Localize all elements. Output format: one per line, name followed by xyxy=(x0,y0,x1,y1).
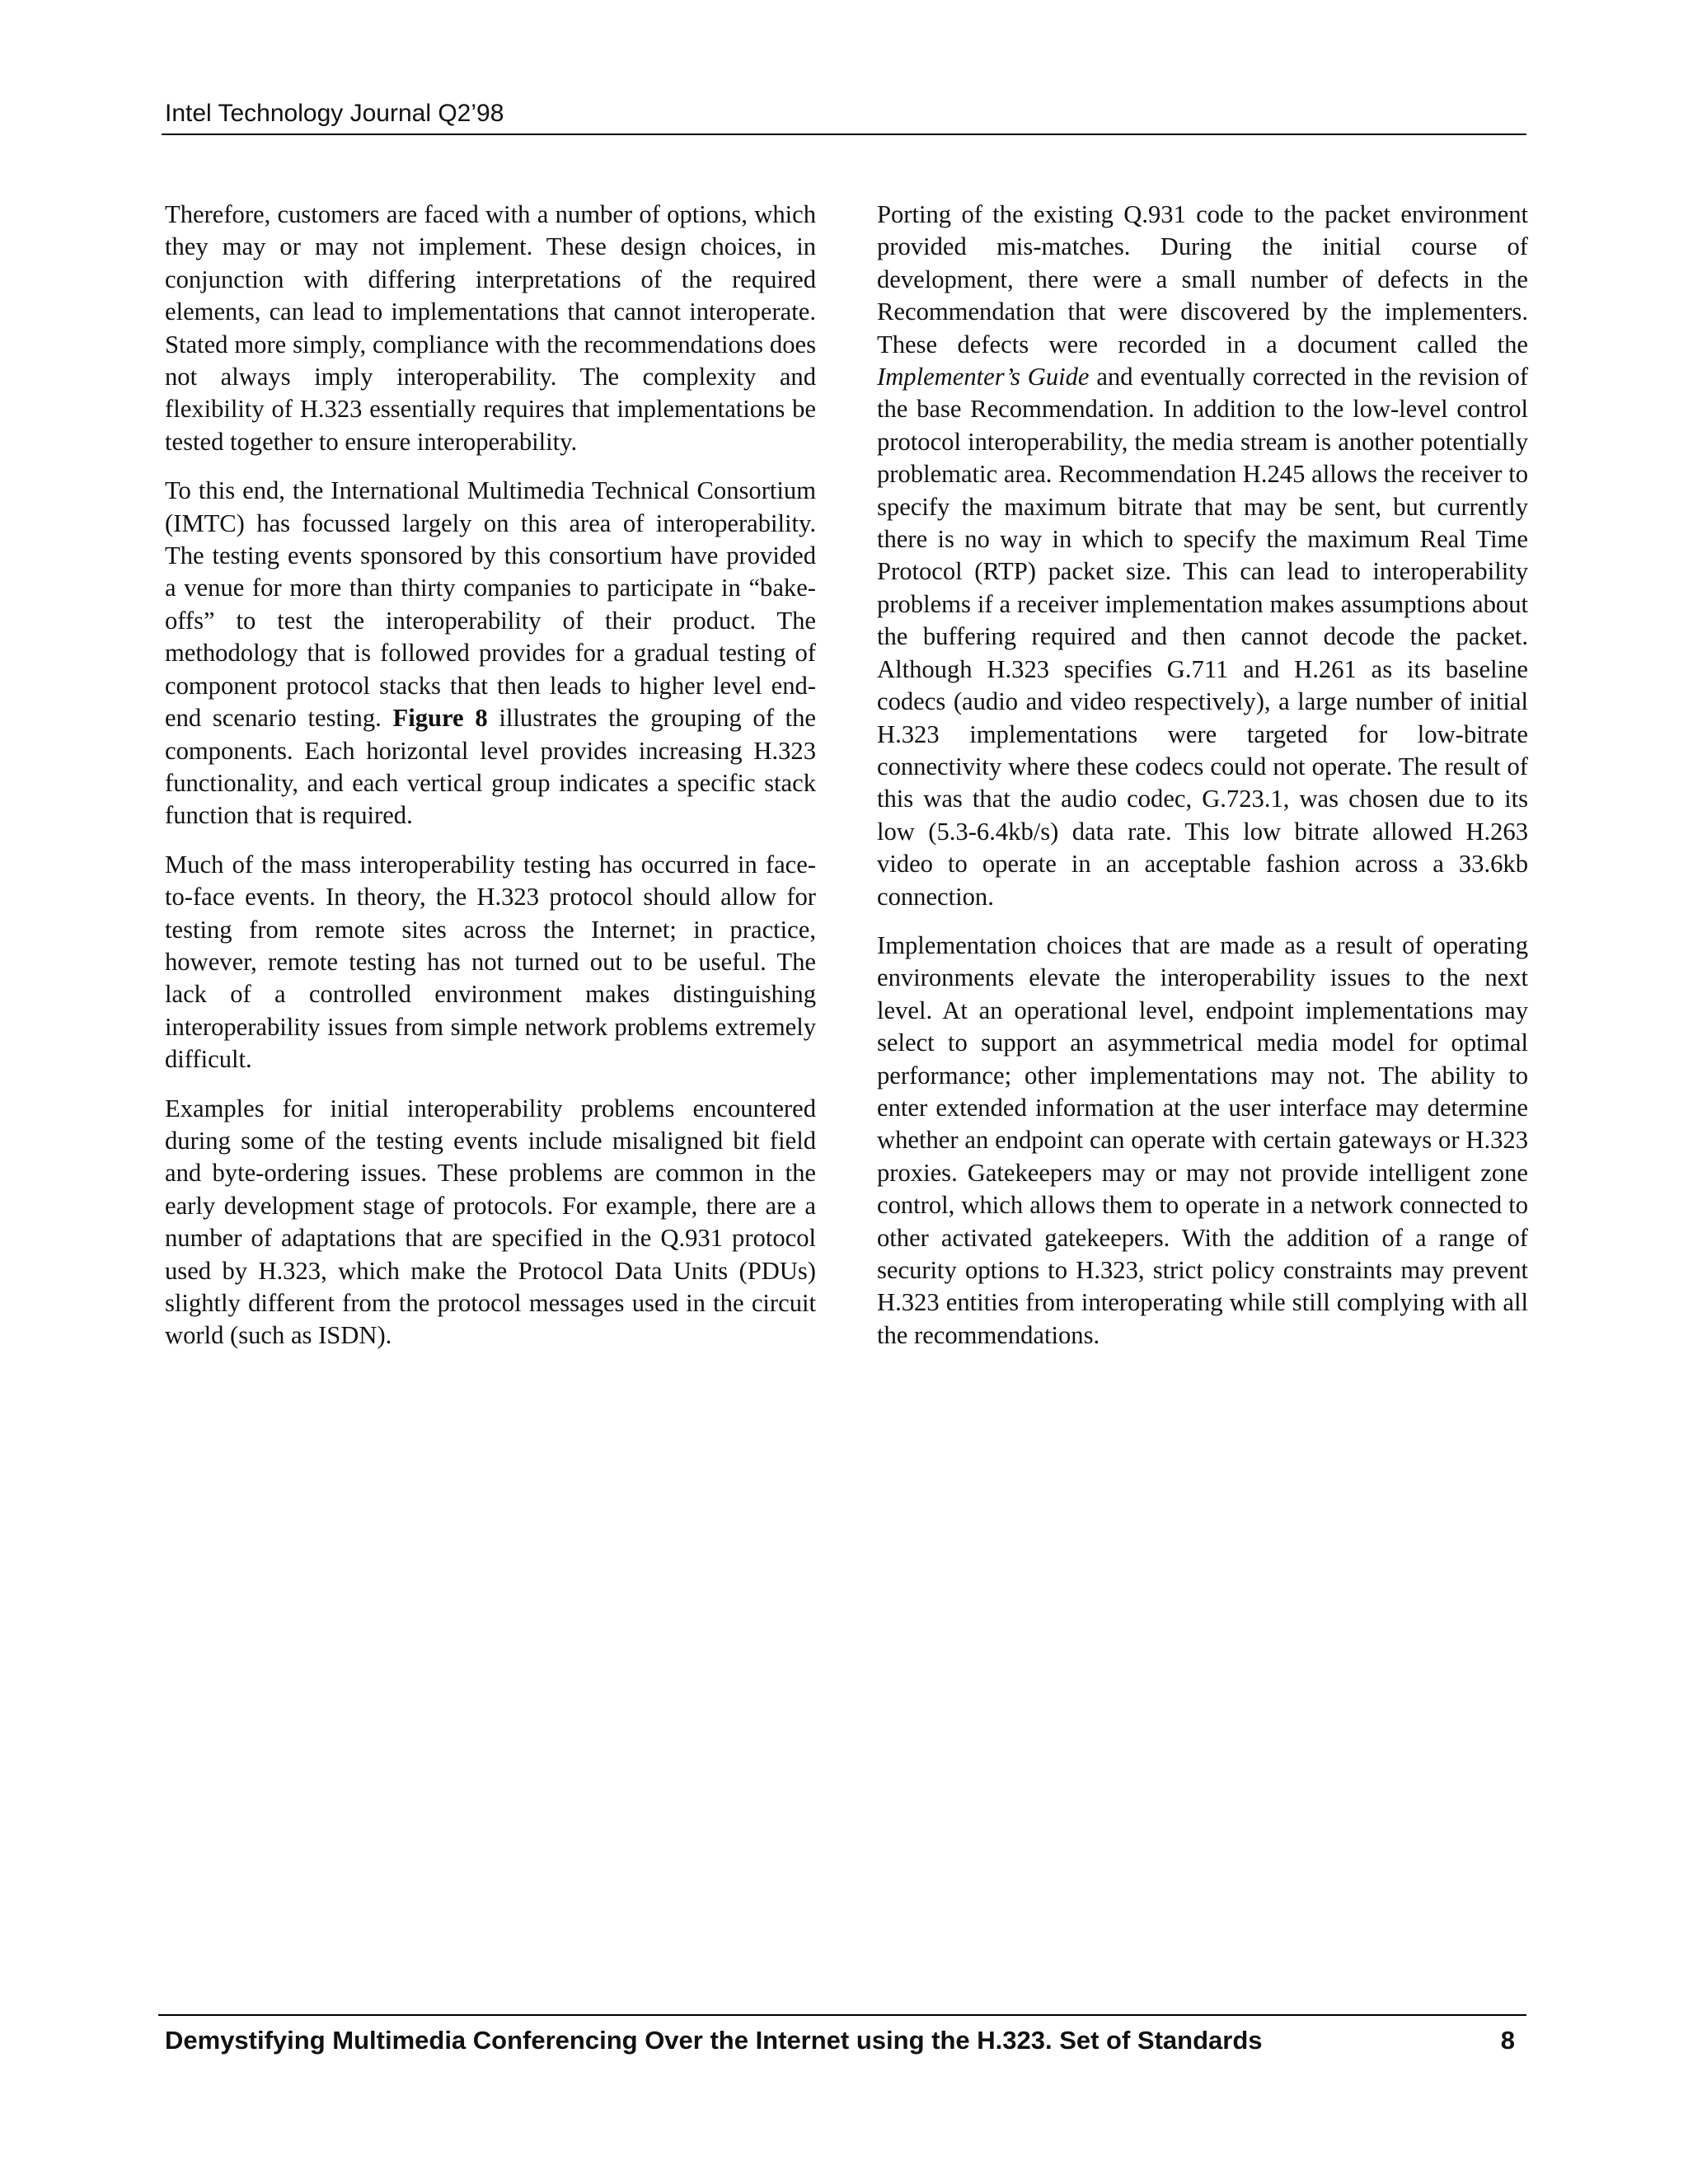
journal-title: Intel Technology Journal Q2’98 xyxy=(165,100,504,127)
implementers-guide-title: Implementer’s Guide xyxy=(877,363,1090,391)
left-column xyxy=(165,199,816,1369)
right-paragraph-1-text-after: and eventually corrected in the revision of the base Recommendation. In addition to the low-level control protocol interoperability, the media stream is another potentially problematic area. Recommendation H.245 allows the receiver to specify the maximum bitrate that may be sent, but currently there is no way in which to specify the maximum Real Time Protocol (RTP) packet size. This can lead to interoperability problems if a receiver implementation makes assumptions about the buffering required and then cannot decode the packet. Although H.323 specifies G.711 and H.261 as its baseline codecs (audio and video respectively), a large number of initial H.323 implementations were targeted for low-bitrate connectivity where these codecs could not operate. The result of this was that the audio codec, G.723.1, was chosen due to its low (5.3-6.4kb/s) data rate. This low bitrate allowed H.263 video to operate in an acceptable fashion across a 33.6kb connection. xyxy=(877,363,1529,911)
footer-article-title: Demystifying Multimedia Conferencing Over the Internet using the H.323. Set of Standards xyxy=(165,2026,1263,2055)
left-paragraph-1: Therefore, customers are faced with a number of options, which they may or may not implement. These design choices, in conjunction with differing interpretations of the required elements, can lead to implementations that cannot interoperate. Stated more simply, compliance with the recommendations does not always imply interoperability. The complexity and flexibility of H.323 essentially requires that implementations be tested together to ensure interoperability. xyxy=(165,200,816,456)
page-number: 8 xyxy=(1500,2026,1515,2055)
left-paragraph-2 xyxy=(165,475,816,832)
page-footer xyxy=(158,2014,1526,2064)
right-paragraph-2: Implementation choices that are made as a result of operating environments elevate the interoperability issues to the next level. At an operational level, endpoint implementations may select to support an asymmetrical media model for optimal performance; other implementations may not. The ability to enter extended information at the user interface may determine whether an endpoint can operate with certain gateways or H.323 proxies. Gatekeepers may or may not provide intelligent zone control, which allows them to operate in a network connected to other activated gatekeepers. With the addition of a range of security options to H.323, strict policy constraints may prevent H.323 entities from interoperating while still complying with all the recommendations. xyxy=(877,930,1528,1349)
right-paragraph-1 xyxy=(877,199,1528,913)
right-column xyxy=(877,199,1528,1368)
left-paragraph-2-text-after: illustrates the grouping of the components. Each horizontal level provides increasing H.323 functionality, and each vertical group indicates a specific stack function that is required. xyxy=(165,704,816,830)
left-paragraph-4: Examples for initial interoperability problems encountered during some of the testing events include misaligned bit field and byte-ordering issues. These problems are common in the early development stage of protocols. For example, there are a number of adaptations that are specified in the Q.931 protocol used by H.323, which make the Protocol Data Units (PDUs) slightly different from the protocol messages used in the circuit world (such as ISDN). xyxy=(165,1094,816,1350)
left-paragraph-2-text-before: To this end, the International Multimedia Technical Consortium (IMTC) has focussed largely on this area of interoperability. The testing events sponsored by this consortium have provided a venue for more than thirty companies to participate in “bake-offs” to test the interoperability of their product. The methodology that is followed provides for a gradual testing of component protocol stacks that then leads to higher level end-end scenario testing. xyxy=(165,476,816,733)
page-header xyxy=(162,96,1526,135)
left-paragraph-3: Much of the mass interoperability testing has occurred in face-to-face events. In theory, the H.323 protocol should allow for testing from remote sites across the Internet; in practice, however, remote testing has not turned out to be useful. The lack of a controlled environment makes distinguishing interoperability issues from simple network problems extremely difficult. xyxy=(165,850,816,1074)
right-paragraph-1-text-before: Porting of the existing Q.931 code to the packet environment provided mis-matches. During the initial course of development, there were a small number of defects in the Recommendation that were discovered by the implementers. These defects were recorded in a document called the xyxy=(877,200,1528,359)
figure-reference: Figure 8 xyxy=(392,704,488,733)
